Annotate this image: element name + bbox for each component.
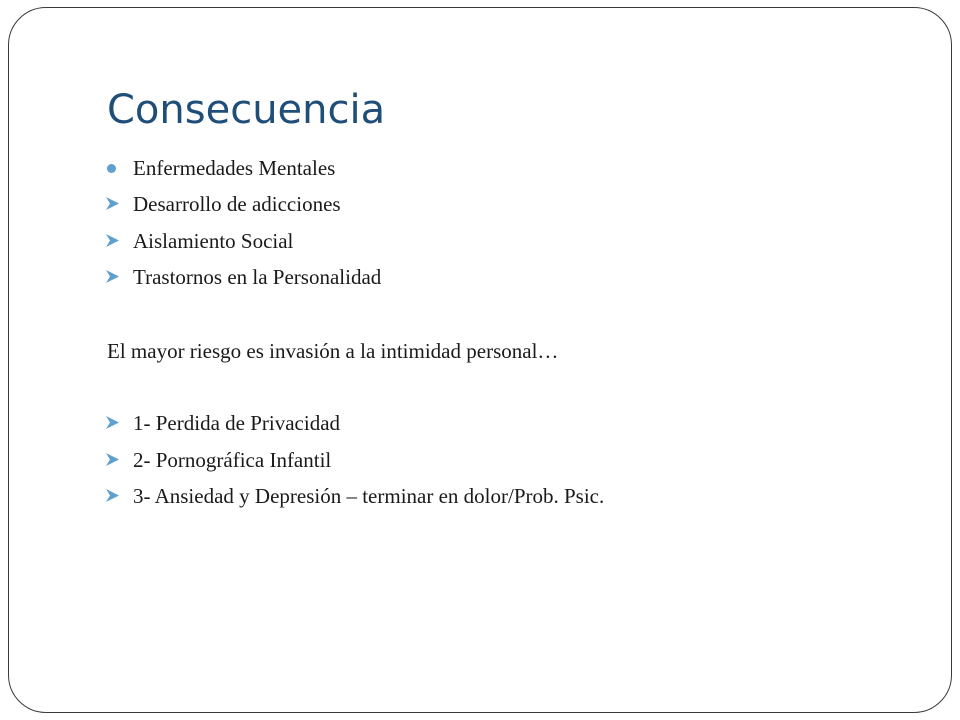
arrow-bullet-icon <box>105 415 120 430</box>
list-item: Desarrollo de adicciones <box>133 192 341 216</box>
statement-text: El mayor riesgo es invasión a la intimidad personal… <box>107 339 559 363</box>
arrow-bullet-icon <box>105 196 120 211</box>
list-item: Trastornos en la Personalidad <box>133 265 382 289</box>
list-item: 3- Ansiedad y Depresión – terminar en dolor/Prob. Psic. <box>133 484 605 508</box>
arrow-bullet-icon <box>105 488 120 503</box>
list-item: Enfermedades Mentales <box>133 156 336 180</box>
arrow-bullet-icon <box>105 452 120 467</box>
slide-title: Consecuencia <box>107 87 386 133</box>
arrow-bullet-icon <box>105 269 120 284</box>
list-item: 1- Perdida de Privacidad <box>133 411 341 435</box>
arrow-bullet-icon <box>105 233 120 248</box>
list-item: Aislamiento Social <box>133 229 294 253</box>
dot-bullet-icon <box>107 164 116 173</box>
list-item: 2- Pornográfica Infantil <box>133 448 332 472</box>
